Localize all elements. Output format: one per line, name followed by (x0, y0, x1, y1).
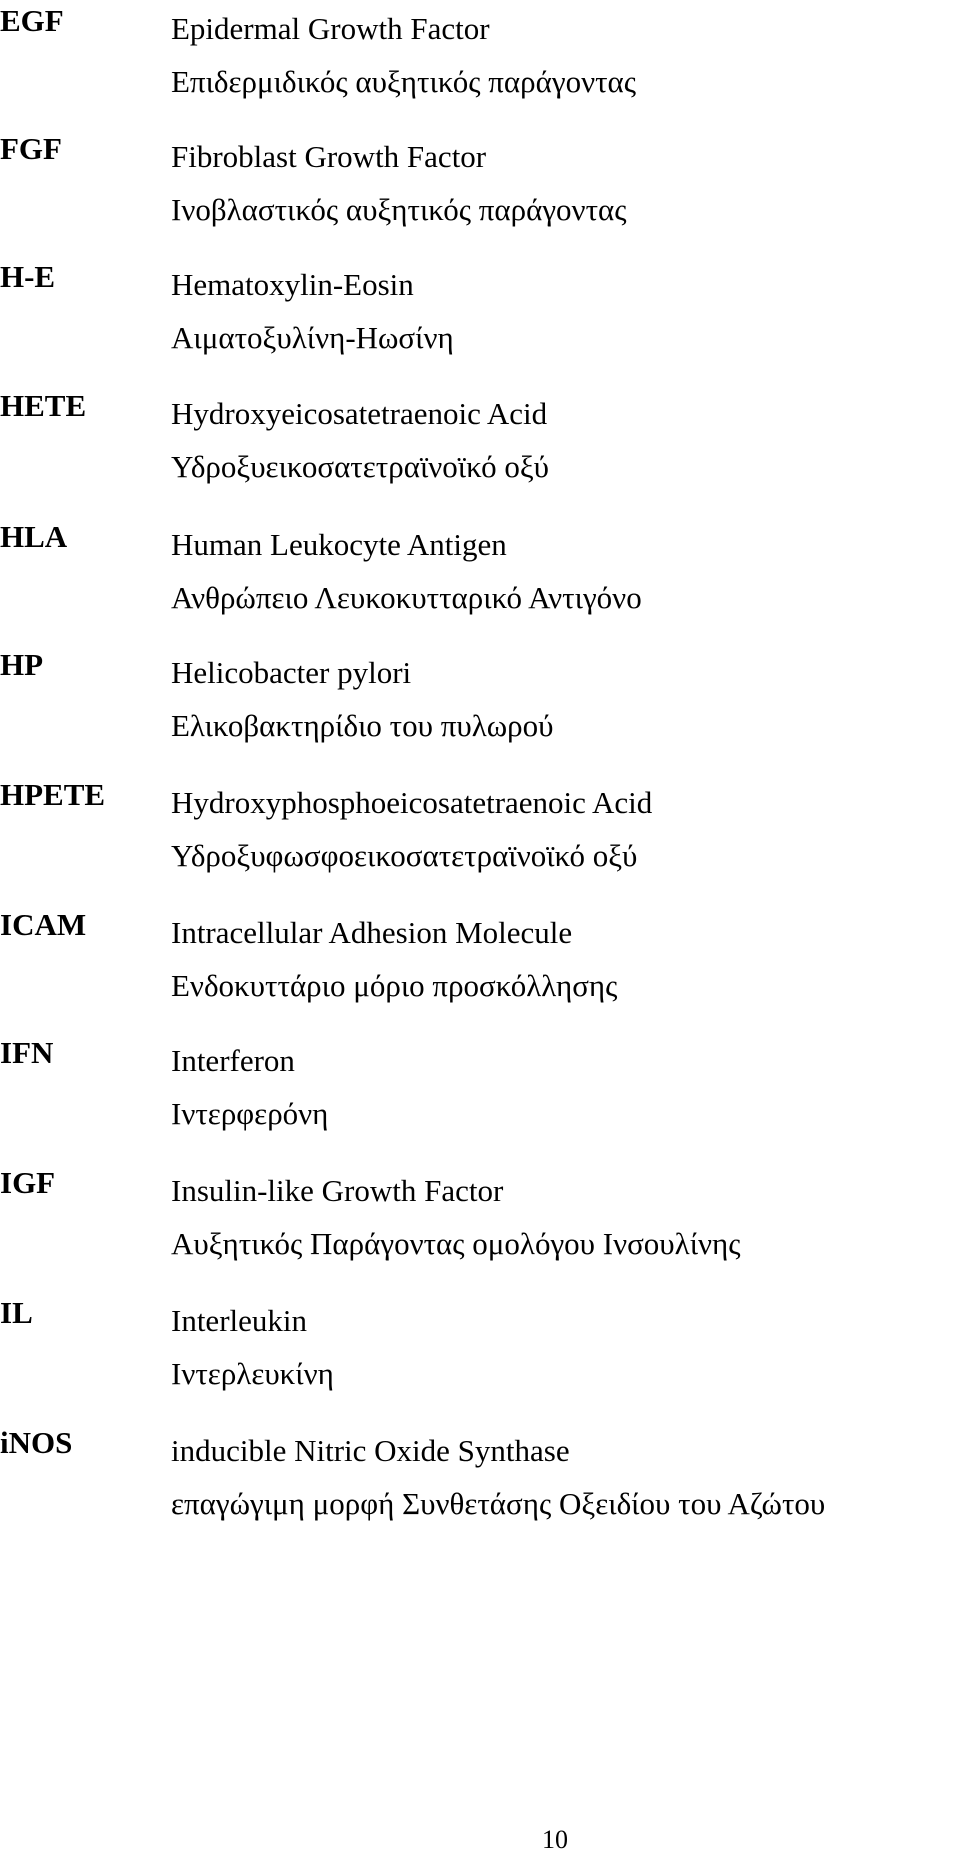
abbreviation-entry (0, 1424, 960, 1534)
english-definition: Hydroxyphosphoeicosatetraenoic Acid (171, 785, 653, 820)
english-definition: Intracellular Adhesion Molecule (171, 915, 573, 950)
abbreviation-entry (0, 258, 960, 368)
english-definition: Hydroxyeicosatetraenoic Acid (171, 396, 548, 431)
abbreviation: FGF (0, 131, 62, 166)
abbreviation: IFN (0, 1035, 54, 1070)
english-definition: inducible Nitric Oxide Synthase (171, 1433, 570, 1468)
abbreviation: iNOS (0, 1425, 73, 1460)
definition (171, 646, 554, 752)
abbreviation: IGF (0, 1165, 56, 1200)
greek-definition: Ενδοκυττάριο μόριο προσκόλλησης (171, 968, 618, 1003)
definition (171, 258, 454, 364)
greek-definition: Υδροξυφωσφοεικοσατετραϊνοϊκό οξύ (171, 838, 638, 873)
abbreviation-entry (0, 646, 960, 756)
greek-definition: Ιντερφερόνη (171, 1096, 329, 1131)
greek-definition: Αυξητικός Παράγοντας ομολόγου Ινσουλίνης (171, 1226, 741, 1261)
greek-definition: Επιδερμιδικός αυξητικός παράγοντας (171, 64, 637, 99)
abbreviation-entry (0, 1034, 960, 1144)
abbreviation: HPETE (0, 777, 106, 812)
abbreviation: H-E (0, 259, 56, 294)
definition (171, 1164, 741, 1270)
greek-definition: Αιματοξυλίνη-Ηωσίνη (171, 320, 454, 355)
definition (171, 906, 617, 1012)
english-definition: Interferon (171, 1043, 295, 1078)
english-definition: Insulin-like Growth Factor (171, 1173, 504, 1208)
greek-definition: Ινοβλαστικός αυξητικός παράγοντας (171, 192, 627, 227)
abbreviation-entry (0, 2, 960, 112)
english-definition: Helicobacter pylori (171, 655, 412, 690)
greek-definition: Υδροξυεικοσατετραϊνοϊκό οξύ (171, 449, 550, 484)
definition (171, 387, 549, 493)
definition (171, 2, 636, 108)
abbreviation: IL (0, 1295, 33, 1330)
abbreviation: EGF (0, 3, 64, 38)
greek-definition: Ανθρώπειο Λευκοκυτταρικό Αντιγόνο (171, 580, 642, 615)
greek-definition: Ιντερλευκίνη (171, 1356, 334, 1391)
page-number: 10 (542, 1825, 568, 1854)
abbreviation: HP (0, 647, 44, 682)
abbreviation: HETE (0, 388, 87, 423)
definition (171, 776, 652, 882)
english-definition: Hematoxylin-Eosin (171, 267, 414, 302)
definition (171, 130, 627, 236)
greek-definition: Ελικοβακτηρίδιο του πυλωρού (171, 708, 554, 743)
abbreviation-entry (0, 906, 960, 1016)
abbreviation: HLA (0, 519, 68, 554)
english-definition: Interleukin (171, 1303, 308, 1338)
greek-definition: επαγώγιμη μορφή Συνθετάσης Οξειδίου του Αζώτου (171, 1486, 826, 1521)
abbreviation: ICAM (0, 907, 87, 942)
abbreviation-entry (0, 518, 960, 628)
abbreviation-entry (0, 1294, 960, 1404)
definition (171, 1034, 328, 1140)
definition (171, 518, 642, 624)
english-definition: Fibroblast Growth Factor (171, 139, 487, 174)
definition (171, 1424, 825, 1530)
abbreviation-entry (0, 130, 960, 240)
definition (171, 1294, 334, 1400)
abbreviation-entry (0, 776, 960, 886)
english-definition: Epidermal Growth Factor (171, 11, 490, 46)
abbreviation-entry (0, 387, 960, 497)
abbreviation-entry (0, 1164, 960, 1274)
english-definition: Human Leukocyte Antigen (171, 527, 507, 562)
